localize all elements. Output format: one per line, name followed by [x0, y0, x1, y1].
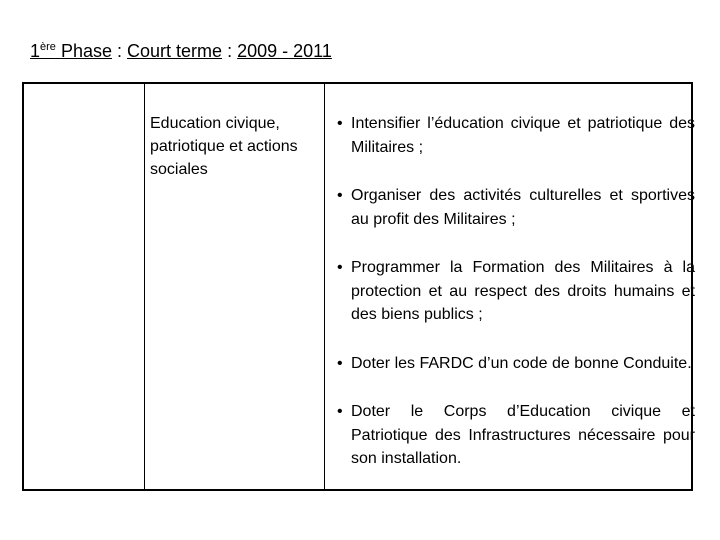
- column-divider: [144, 84, 145, 489]
- phase-superscript: ère: [40, 41, 56, 53]
- action-item: • Intensifier l’éducation civique et patriotique des Militaires ;: [337, 112, 695, 159]
- category-cell: Education civique, patriotique et actions sociales: [150, 115, 298, 178]
- heading-separator: :: [227, 41, 233, 61]
- period-label: 2009 - 2011: [237, 41, 332, 61]
- phase-heading: [30, 40, 332, 62]
- term-label: Court terme: [127, 41, 223, 61]
- phase-number: 1: [30, 41, 41, 61]
- phase-word: Phase: [60, 41, 112, 61]
- column-divider: [324, 84, 325, 489]
- heading-separator: :: [117, 41, 123, 61]
- action-item: • Programmer la Formation des Militaires à la protection et au respect des droits humains et des biens publics ;: [337, 256, 695, 327]
- action-item: • Doter les FARDC d’un code de bonne Conduite.: [337, 352, 695, 376]
- action-item: • Organiser des activités culturelles et sportives au profit des Militaires ;: [337, 184, 695, 231]
- phase-table: [22, 82, 693, 491]
- phase-label: [30, 41, 112, 61]
- actions-list: [337, 112, 695, 496]
- action-item: • Doter le Corps d’Education civique et Patriotique des Infrastructures nécessaire pour son installation.: [337, 400, 695, 471]
